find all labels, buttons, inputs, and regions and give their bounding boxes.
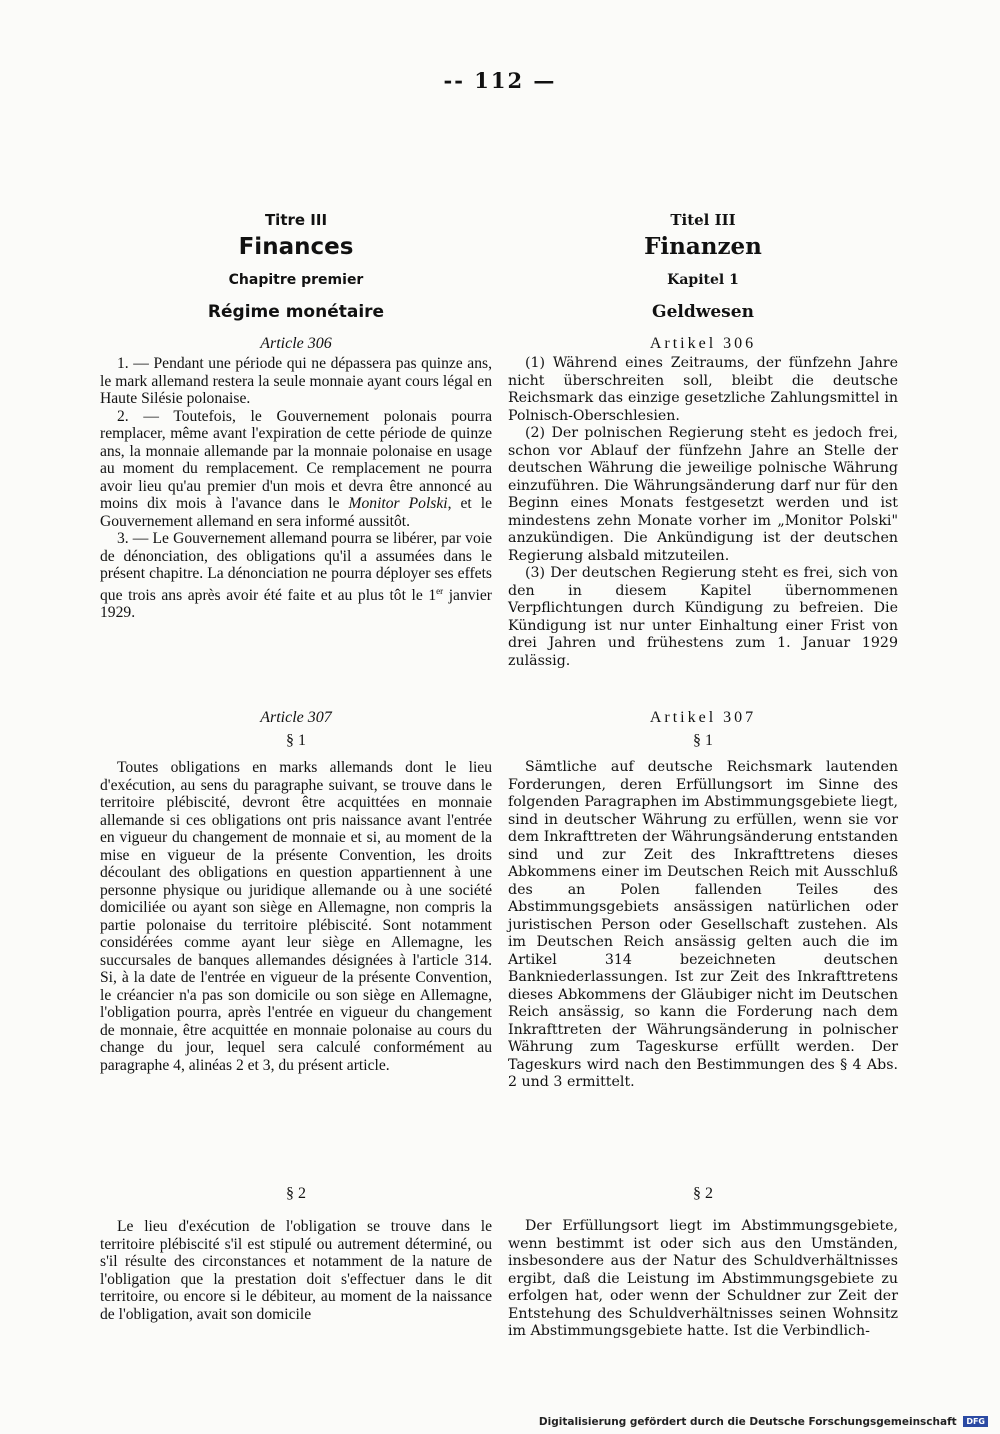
- german-sect2-head: [508, 1182, 898, 1218]
- french-art306-p3-sup: er: [436, 585, 444, 596]
- french-column: [100, 205, 492, 1323]
- french-art307-s1-block: [100, 759, 492, 1164]
- french-title: Finances: [238, 234, 354, 260]
- german-subtitle: Geldwesen: [652, 302, 754, 322]
- french-sect2: § 2: [286, 1185, 306, 1202]
- german-art307-s1: Sämtliche auf deutsche Reichsmark lautenden Forderungen, deren Erfüllungsort im Sinne des folgenden Paragraphen im Abstimmungsgebiete liegt, sind in deutscher Währung zu erfüllen, wenn sie vor dem Inkrafttreten der Währungsänderung entstanden sind und zur Zeit des Inkrafttretens dieses Abkommens einer im Deutschen Reich mit Ausschluß des an Polen fallenden Teiles des Abstimmungsgebiets ansässigen natürlichen oder juristischen Person oder Gesellschaft zustehen. Als im Deutschen Reich ansässig gelten auch die im Artikel 314 bezeichneten deutschen Bankniederlassungen. Ist zur Zeit des Inkrafttretens dieses Abkommens der Gläubiger nicht im Deutschen Reich ansässig, so kann die Forderung nach dem Inkrafttreten der Währungsänderung in polnischer Währung zum Tageskurse erfüllt werden. Der Tageskurs wird nach den Bestimmungen des § 4 Abs. 2 und 3 ermittelt.: [508, 759, 898, 1090]
- french-sect1: § 1: [286, 732, 306, 749]
- german-article-307-head: [508, 707, 898, 759]
- digitization-footer: [539, 1416, 988, 1428]
- french-art306-heading: Article 306: [260, 335, 332, 352]
- german-column: [508, 205, 898, 1341]
- french-titre: Titre III: [264, 211, 328, 229]
- german-title: Finanzen: [644, 233, 762, 260]
- german-art306-p3: (3) Der deutschen Regierung steht es frei, sich von den in diesem Kapitel übernommenen Verpflichtungen durch Kündigung zu befreien. Die Kündigung ist nur unter Einhaltung einer Frist von drei Jahren und frühestens zum 1. Januar 1929 zulässig.: [508, 565, 898, 669]
- footer-text: Digitalisierung gefördert durch die Deutsche Forschungsgemeinschaft: [538, 1416, 957, 1428]
- french-art306-p3-b: janvier 1929.: [100, 586, 492, 622]
- french-art306-p3: [100, 530, 492, 622]
- french-sect2-head: [100, 1182, 492, 1218]
- french-art306-p2: [100, 408, 492, 531]
- german-sect1: § 1: [693, 732, 713, 749]
- german-art307-s1-block: [508, 759, 898, 1164]
- german-art306-p1: (1) Während eines Zeitraums, der fünfzehn Jahre nicht überschreiten soll, bleibt die deutsche Reichsmark das einzige gesetzliche Zahlungsmittel in Polnisch-Oberschlesien.: [508, 355, 898, 424]
- french-chapitre: Chapitre premier: [228, 272, 364, 288]
- german-art306-p2: (2) Der polnischen Regierung steht es jedoch frei, schon vor Ablauf der fünfzehn Jahre an Stelle der deutschen Währung die jeweilige polnische Währung einzuführen. Die Währungsänderung darf nur für den Beginn eines Monats festgesetzt werden und ist mindestens zehn Monate vorher im „Monitor Polski" anzukündigen. Die Ankündigung ist der deutschen Regierung alsbald mitzuteilen.: [508, 425, 898, 564]
- french-art306-p2-b: , et le Gouvernement allemand en sera informé aussitôt.: [100, 495, 492, 530]
- french-art307-s1: Toutes obligations en marks allemands dont le lieu d'exécution, au sens du paragraphe suivant, se trouve dans le territoire plébiscité, devront être acquittées en monnaie allemande si ces obligations ont pris naissance avant l'entrée en vigueur du changement de monnaie et si, au moment de la mise en vigueur de la présente Convention, les droits découlant des obligations en question appartiennent à une personne physique ou juridique allemande ou à une société domiciliée ou ayant son siège en Allemagne, non compris la partie polonaise du territoire plébiscité. Sont notamment considérées comme ayant leur siège en Allemagne, les succursales de banques allemandes désignées à l'article 314. Si, à la date de l'entrée en vigueur de la présente Convention, le créancier n'a pas son domicile ou son siège en Allemagne, l'obligation pourra, après l'entrée en vigueur du changement de monnaie, être acquittée en monnaie polonaise au cours du change du jour, lequel sera calculé conformément au paragraphe 4, alinéas 2 et 3, du présent article.: [100, 759, 492, 1074]
- german-art307-s2: Der Erfüllungsort liegt im Abstimmungsgebiete, wenn bestimmt ist oder sich aus den Umständen, insbesondere aus der Natur des Schuldverhältnisses ergibt, daß die Leistung im Abstimmungsgebiete zu erfolgen hat, oder wenn der Schuldner zur Zeit der Entstehung des Schuldverhältnisses seinen Wohnsitz im Abstimmungsgebiete hatte. Ist die Verbindlich-: [508, 1218, 898, 1339]
- german-kapitel: Kapitel 1: [667, 272, 739, 288]
- french-subtitle: Régime monétaire: [207, 302, 385, 322]
- page-number: -- 112 —: [443, 68, 557, 93]
- german-sect2: § 2: [693, 1185, 713, 1202]
- french-art306-p2-italic: Monitor Polski: [348, 495, 448, 512]
- german-art306-heading: Artikel 306: [649, 335, 757, 352]
- french-art306-p1: 1. — Pendant une période qui ne dépassera pas quinze ans, le mark allemand restera la seule monnaie ayant cours légal en Haute Silésie polonaise.: [100, 355, 492, 407]
- dfg-logo: DFG: [963, 1416, 988, 1427]
- french-art306-p2-a: 2. — Toutefois, le Gouvernement polonais pourra remplacer, même avant l'expiration de cette période de quinze ans, la monnaie allemande par la monnaie polonaise en usage au moment du remplacement. Ce remplacement ne pourra avoir lieu qu'au premier d'un mois et devra être annoncé au moins dix mois à l'avance dans le: [100, 407, 492, 512]
- german-titel: Titel III: [670, 211, 736, 229]
- french-article-307-head: [100, 707, 492, 759]
- french-art306-p3-a: 3. — Le Gouvernement allemand pourra se libérer, par voie de dénonciation, des obligations qu'il a assumées dans le présent chapitre. La dénonciation ne pourra déployer ses effets que trois ans après avoir été faite et au plus tôt le 1: [100, 530, 492, 604]
- french-art307-s2: Le lieu d'exécution de l'obligation se trouve dans le territoire plébiscité s'il est stipulé ou autrement déterminé, ou s'il résulte des circonstances et notamment de la nature de l'obligation que la prestation doit s'effectuer dans le dit territoire, ou encore si le débiteur, au moment de la naissance de l'obligation, avait son domicile: [100, 1218, 492, 1323]
- french-article-306: [100, 333, 492, 695]
- german-art307-heading: Artikel 307: [649, 709, 757, 726]
- french-art307-heading: Article 307: [260, 709, 332, 726]
- german-article-306: [508, 333, 898, 695]
